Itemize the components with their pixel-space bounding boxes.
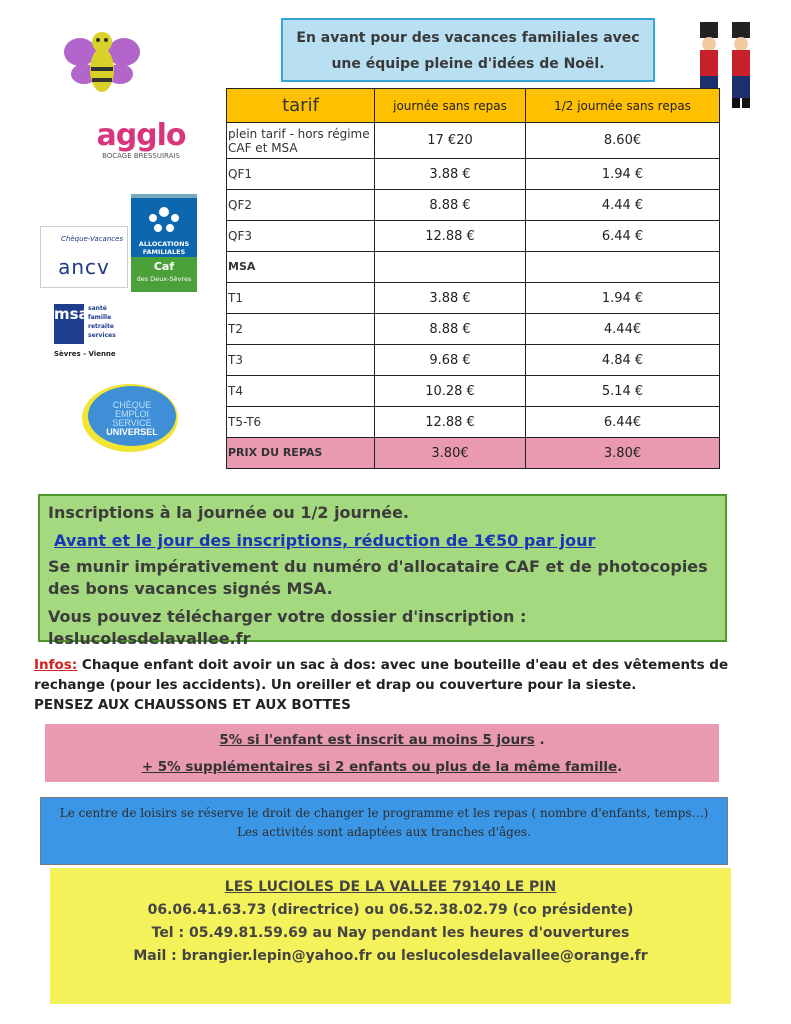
discount-line — [45, 727, 719, 754]
caf-logo-region: des Deux-Sèvres — [136, 275, 192, 283]
cell-half-day: 8.60€ — [526, 123, 720, 159]
column-header: journée sans repas — [375, 89, 526, 123]
cell-half-day: 3.80€ — [526, 438, 720, 469]
cesu-line: EMPLOI — [114, 409, 150, 419]
msa-line: santé — [88, 305, 107, 312]
agglo-logo-subtitle: BOCAGE BRESSUIRAIS — [102, 152, 180, 160]
header-banner — [281, 18, 655, 82]
msa-logo-mark: msa — [54, 304, 84, 344]
cell-full-day: 3.80€ — [375, 438, 526, 469]
cell-half-day: 4.84 € — [526, 345, 720, 376]
msa-line: retraite — [88, 323, 114, 330]
row-label: MSA — [227, 252, 375, 283]
row-label: QF2 — [227, 190, 375, 221]
msa-line: famille — [88, 314, 112, 321]
caf-logo-title: ALLOCATIONS FAMILIALES — [138, 240, 190, 256]
cell-full-day: 17 €20 — [375, 123, 526, 159]
cell-full-day: 10.28 € — [375, 376, 526, 407]
notice-text: Le centre de loisirs se réserve le droit de changer le programme et les repas ( nombre d'enfants, temps…) Les activités sont adaptées aux tranches d'âges. — [59, 806, 709, 839]
discount-punct: . — [617, 759, 623, 775]
info-text: Chaque enfant doit avoir un sac à dos: avec une bouteille d'eau et des vêtements de rechange (pour les accidents). Un oreiller et drap ou couverture pour la sieste. — [34, 657, 729, 693]
cell-half-day — [526, 252, 720, 283]
contact-org: LES LUCIOLES DE LA VALLEE 79140 LE PIN — [224, 879, 557, 895]
row-label: T5-T6 — [227, 407, 375, 438]
cesu-logo — [80, 378, 180, 456]
table-row — [227, 283, 720, 314]
bee-logo — [62, 22, 142, 102]
table-row — [227, 407, 720, 438]
header-line-1: En avant pour des vacances familiales avec — [296, 30, 640, 46]
registration-line: Se munir impérativement du numéro d'allocataire CAF et de photocopies des bons vacances signés MSA. — [48, 557, 708, 598]
contact-mail[interactable]: Mail : brangier.lepin@yahoo.fr ou leslucolesdelavallee@orange.fr — [133, 948, 648, 964]
cell-full-day: 9.68 € — [375, 345, 526, 376]
row-label: T1 — [227, 283, 375, 314]
table-row — [227, 221, 720, 252]
msa-logo-lines — [88, 304, 116, 340]
discount-punct: . — [534, 732, 545, 748]
table-row — [227, 123, 720, 159]
registration-line: Vous pouvez télécharger votre dossier d'inscription : leslucolesdelavallee.fr — [48, 607, 527, 648]
cell-half-day: 6.44€ — [526, 407, 720, 438]
agglo-logo — [96, 120, 186, 170]
table-row — [227, 190, 720, 221]
row-label: QF3 — [227, 221, 375, 252]
table-row — [227, 438, 720, 469]
discount-link[interactable]: Avant et le jour des inscriptions, réduction de 1€50 par jour — [54, 531, 596, 550]
registration-box — [38, 494, 727, 648]
discount-text: + 5% supplémentaires si 2 enfants ou plus de la même famille — [141, 759, 618, 775]
cell-full-day: 3.88 € — [375, 283, 526, 314]
cell-half-day: 6.44 € — [526, 221, 720, 252]
cell-half-day: 5.14 € — [526, 376, 720, 407]
info-label: Infos: — [34, 657, 78, 673]
caf-logo — [131, 194, 197, 292]
cell-half-day: 1.94 € — [526, 283, 720, 314]
table-row — [227, 314, 720, 345]
msa-logo-region: Sèvres - Vienne — [54, 350, 116, 358]
row-label: T2 — [227, 314, 375, 345]
caf-logo-caf: Caf — [153, 260, 175, 273]
ancv-logo-script: Chèque-Vacances — [61, 235, 124, 243]
discount-box — [45, 724, 719, 782]
cell-half-day: 4.44€ — [526, 314, 720, 345]
cell-full-day: 3.88 € — [375, 159, 526, 190]
column-header: tarif — [227, 89, 375, 123]
info-caps: PENSEZ AUX CHAUSSONS ET AUX BOTTES — [34, 697, 351, 713]
cell-half-day: 4.44 € — [526, 190, 720, 221]
cesu-line: CHÈQUE — [112, 400, 152, 410]
table-header-row — [227, 89, 720, 123]
contact-tel: Tel : 05.49.81.59.69 au Nay pendant les heures d'ouvertures — [151, 925, 630, 941]
table-row — [227, 376, 720, 407]
msa-logo — [54, 304, 128, 360]
cell-full-day: 12.88 € — [375, 407, 526, 438]
info-section — [34, 655, 734, 715]
cell-full-day: 8.88 € — [375, 314, 526, 345]
caf-logo-bottom — [131, 257, 197, 292]
tariff-table — [226, 88, 720, 469]
ancv-logo — [40, 226, 128, 288]
contact-phones: 06.06.41.63.73 (directrice) ou 06.52.38.02.79 (co présidente) — [147, 902, 634, 918]
caf-people-icon — [131, 198, 197, 238]
row-label: T3 — [227, 345, 375, 376]
cesu-line: SERVICE — [112, 418, 152, 428]
cell-half-day: 1.94 € — [526, 159, 720, 190]
header-line-2: une équipe pleine d'idées de Noël. — [331, 56, 605, 72]
table-row — [227, 252, 720, 283]
contact-box — [50, 868, 731, 1004]
cesu-line: UNIVERSEL — [106, 427, 158, 437]
row-label: plein tarif - hors régime CAF et MSA — [227, 123, 375, 159]
notice-box — [40, 797, 728, 865]
cell-full-day — [375, 252, 526, 283]
registration-line: Inscriptions à la journée ou 1/2 journée. — [48, 503, 409, 522]
cell-full-day: 12.88 € — [375, 221, 526, 252]
discount-text: 5% si l'enfant est inscrit au moins 5 jours — [219, 732, 535, 748]
row-label: T4 — [227, 376, 375, 407]
cell-full-day: 8.88 € — [375, 190, 526, 221]
table-row — [227, 345, 720, 376]
discount-line — [45, 754, 719, 781]
table-row — [227, 159, 720, 190]
ancv-logo-text: ancv — [58, 255, 110, 279]
row-label: QF1 — [227, 159, 375, 190]
row-label: PRIX DU REPAS — [227, 438, 375, 469]
column-header: 1/2 journée sans repas — [526, 89, 720, 123]
agglo-logo-text: agglo — [96, 118, 186, 153]
msa-line: services — [88, 332, 116, 339]
